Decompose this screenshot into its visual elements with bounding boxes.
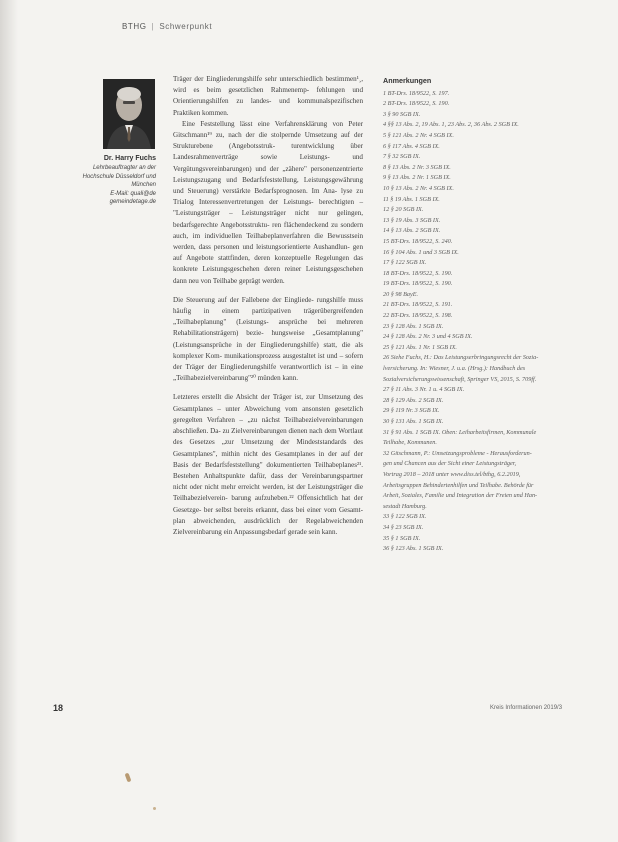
header-subsection: Schwerpunkt — [159, 22, 213, 31]
body-line: Zielvereinbarung ein Anpassungsbedarf gerade sein — [173, 527, 320, 536]
body-line: Eine Feststellung lässt eine Verfahrensklärung von — [182, 119, 344, 128]
footnote-item: 20 § 98 BayE. — [383, 290, 419, 298]
footnote-item: 19 BT-Drs. 18/9522, S. 190. — [383, 280, 453, 288]
running-header — [122, 22, 212, 31]
footnote-item: 7 § 32 SGB IX. — [383, 153, 421, 161]
footnote-item: 33 § 122 SGB IX. — [383, 513, 427, 521]
body-line: werden, ist der Leistungsträger die Teilhabezielverein- — [173, 483, 363, 503]
page-number: 18 — [53, 703, 64, 713]
footnote-item: 36 § 123 Abs. 1 SGB IX. — [383, 545, 444, 553]
footnote-item: 13 § 19 Abs. 3 SGB IX. — [383, 216, 441, 224]
body-paragraph — [173, 392, 363, 538]
body-line: zu Zielvereinbarungen dienen nach dem Wortlaut des — [173, 427, 364, 447]
body-line: Leistungs- und Vergütungsvereinbarungen) und der — [173, 153, 363, 173]
body-line: Teilhabeplanes²¹. Bestehen Anhaltspunkte dafür, dass — [173, 460, 363, 480]
author-portrait-image — [103, 79, 155, 149]
body-line: kann. — [282, 374, 298, 383]
article-body-column — [173, 74, 363, 538]
footnote-item: Vortrag 2018 – 2018 unter www.diss.tel/bthg, 6.2.2019, — [383, 470, 521, 478]
footnote-item: 35 § 1 SGB IX. — [383, 534, 421, 542]
footnote-item: 2 BT-Drs. 18/9522, S. 190. — [383, 100, 450, 108]
author-email-line: E-Mail: quali@de — [110, 190, 156, 197]
footnote-item: 32 Gitschmann, P.: Umsetzungsprobleme - Herausforderun- — [383, 449, 532, 457]
footnotes-list — [383, 89, 583, 555]
body-line: ren flächendeckend zu sondern auch, im individuellen — [173, 220, 363, 240]
author-affiliation-line: München — [131, 182, 156, 189]
body-line: reiner Leistungsgeschehen dann neu von Teilhabe geprägt werden. — [173, 265, 363, 285]
body-line: ist – in eine „Teilhabezielvereinbarung"²⁰ münden — [173, 363, 364, 383]
footnote-item: 30 § 131 Abs. 1 SGB IX. — [383, 418, 444, 425]
body-line: rungshilfe muss häufig in einem partizipativen — [173, 295, 363, 316]
page-edge-shadow — [0, 0, 18, 842]
footnote-item: 22 BT-Drs. 18/9522, S. 198. — [383, 312, 453, 320]
body-line: Gesamtplanes", mithin nicht des Gesamtplanes in der — [173, 449, 338, 458]
footnote-item: 9 § 13 Abs. 2 Nr. 1 SGB IX. — [383, 174, 451, 182]
body-line: der Eingliederungshilfe) statt, die als komplexer Kom- — [173, 340, 363, 360]
header-divider: | — [151, 22, 155, 31]
footnote-item: sestadt Hamburg. — [383, 502, 427, 510]
footnote-item: 15 BT-Drs. 18/9522, S. 240. — [383, 237, 453, 245]
body-paragraph — [173, 119, 363, 287]
author-affiliation-line: Hochschule Düsseldorf und — [82, 173, 156, 180]
footnote-item: 31 § 91 Abs. 1 SGB IX. Oben: Leiharbeitsfirmen, Kommunale — [383, 428, 537, 436]
footnote-item: 25 § 121 Abs. 1 Nr. 1 SGB IX. — [383, 343, 457, 351]
body-line: Steuerung) verstärkte Bedarfsprognosen. Im Ana- — [187, 187, 338, 196]
footnote-item: 12 § 20 SGB IX. — [383, 206, 424, 214]
footnote-item: 18 BT-Drs. 18/9522, S. 190. — [383, 269, 453, 277]
header-section: BTHG — [122, 22, 147, 31]
footnote-item: 1 BT-Drs. 18/9522, S. 197. — [383, 89, 450, 97]
body-line: ber selbst bereits erkannt, dass bei einer vom Gesamt- — [203, 505, 363, 514]
footnote-item: 14 § 13 Abs. 2 SGB IX. — [383, 227, 441, 235]
footnotes-column — [383, 76, 583, 555]
footnote-item: 4 §§ 13 Abs. 2, 19 Abs. 1, 23 Abs. 2, 36 Abs. 2 SGB IX. — [383, 121, 519, 129]
body-line: Träger der Eingliederungshilfe sehr unterschiedlich — [173, 75, 323, 83]
author-caption — [58, 155, 156, 206]
body-line: kommunalspezifischen Praktiken kommen. — [173, 97, 363, 117]
body-line: der Vereinbarungspartner nicht oder nicht mehr erreicht — [173, 471, 363, 492]
body-line: fehlungen und Orientierungshilfen zu landes- und — [173, 86, 363, 106]
author-photo — [103, 79, 155, 149]
body-line: gen auf Angebote stattfinden, deren konzeptuelle — [173, 243, 363, 263]
footnote-item: 16 § 104 Abs. 1 und 3 SGB IX. — [383, 248, 459, 256]
body-line: hungsweise „Gesamtplanung" (Leistungsansprüche in — [173, 329, 363, 349]
body-line: Umsetzung des Gesamtplanes – unter Abweichung — [173, 393, 364, 413]
publication-footer: Kreis Informationen 2019/3 — [490, 705, 563, 711]
body-line: vom ansonsten gesetzlich geregelten Verfahren – „zu — [173, 404, 363, 424]
body-line: Die Steuerung auf der Fallebene der Eingliede- — [173, 295, 314, 304]
footnotes-heading: Anmerkungen — [383, 76, 432, 85]
author-affiliation-line: Lehrbeauftragter an der — [92, 165, 156, 172]
body-line: „zähere" personenzentrierte Leistungszugang — [173, 164, 363, 184]
body-line: barung aufzuheben.²² Offensichtlich hat der Gesetzge- — [173, 494, 363, 514]
body-line: Gesetzes „zur Umsetzung der Mindeststandards des — [189, 438, 363, 447]
body-line: Letzteres erstellt die Absicht der Träger ist, zur — [173, 393, 316, 402]
body-line: auf der Basis der Bedarfsfeststellung" dokumentierten — [173, 449, 363, 469]
footnote-item: Teilhabe, Kommunen. — [383, 439, 437, 447]
footnote-item: 17 § 122 SGB IX. — [383, 259, 427, 267]
footnote-item: 26 Siehe Fuchs, H.: Das Leistungserbringungsrecht der Sozia- — [383, 354, 539, 362]
footnote-item: Sozialversicherungswissenschaft, Springer VS, 2015, S. 709ff. — [383, 375, 537, 383]
body-line: Umsetzung auf der Strukturebene (Angebotsstruk- — [173, 131, 363, 151]
body-line: der Träger der Eingliederungshilfe verantwortlich — [173, 363, 322, 372]
body-line: lyse zu Trialog Interessenvertretungen der Leistungs- — [173, 187, 363, 207]
body-line: turentwicklung über Landesrahmenverträge sowie — [173, 142, 363, 162]
body-line: munikationsprozess ausgestaltet ist und – sofern — [224, 351, 363, 360]
footnote-item: 23 § 128 Abs. 1 SGB IX. — [383, 322, 444, 330]
footnote-item: 29 § 119 Nr. 3 SGB IX. — [383, 407, 440, 415]
body-line: nicht nur gelingen, bedarfsgerechte Angebotsstruktu- — [173, 209, 363, 229]
body-line: Regelungen das konkrete Leistungsgeschehen deren — [173, 254, 363, 274]
body-line: kann. — [321, 527, 338, 536]
footnote-item: 27 § 11 Abs. 3 Nr. 1 u. 4 SGB IX. — [383, 386, 465, 394]
footnote-item: 5 § 121 Abs. 2 Nr. 4 SGB IX. — [383, 131, 454, 139]
body-line: plan abweichenden, ausdrücklich der Regelabweichenden — [173, 516, 363, 525]
footnote-item: 3 § 90 SGB IX. — [383, 110, 421, 118]
footnote-item: 10 § 13 Abs. 2 Nr. 4 SGB IX. — [383, 184, 454, 192]
body-line: Peter Gitschmann¹⁹ zu, nach der die stolpernde — [173, 119, 363, 140]
footnote-item: gen und Chancen aus der Sicht einer Leistungsträger, — [383, 460, 517, 468]
body-paragraph — [173, 295, 363, 385]
body-paragraph — [173, 74, 363, 119]
body-line: dass personen und leistungsorientierte Aushandlun- — [198, 243, 350, 252]
footnote-item: 21 BT-Drs. 18/9522, S. 191. — [383, 301, 453, 309]
footnote-item: 11 § 19 Abs. 1 SGB IX. — [383, 195, 440, 203]
body-line: Teilhabeplanverfahren die Bewusstsein werden, — [173, 231, 363, 252]
body-line: nächst Teilhabezielvereinbarungen abschließen. Da- — [173, 415, 363, 436]
footnote-item: 28 § 129 Abs. 2 SGB IX. — [383, 396, 444, 404]
footnote-item: 8 § 13 Abs. 2 Nr. 3 SGB IX. — [383, 163, 451, 171]
body-line: trägerübergreifenden „Teilhabeplanung" (Leistungs- — [173, 307, 363, 327]
scan-smudge — [125, 773, 132, 783]
footnote-item: lversicherung. In: Wiesner, J. u.a. (Hrsg.): Handbuch des — [383, 365, 526, 373]
footnote-item: Arbeitsgruppen Behindertenhilfen und Teilhabe. Behörde für — [383, 481, 534, 489]
scan-smudge — [153, 807, 156, 810]
footnote-item: 34 § 23 SGB IX. — [383, 523, 424, 531]
author-email-line: gemeindetage.de — [109, 199, 156, 206]
footnote-item: 6 § 117 Abs. 4 SGB IX. — [383, 142, 440, 150]
body-line: ansprüche bei mehreren Rehabilitationsträgern) bezie- — [173, 318, 363, 338]
author-name: Dr. Harry Fuchs — [103, 155, 156, 162]
body-line: und Bedarfsfeststellung, Leistungsgewährung und — [173, 175, 363, 196]
footnote-item: 24 § 128 Abs. 2 Nr. 3 und 4 SGB IX. — [383, 333, 473, 341]
body-line: bestimmen¹¸, wird es beim gesetzlichen Rahmenemp- — [173, 75, 363, 95]
body-line: berechtigten – "Leistungsträger – Leistungsträger — [173, 198, 363, 218]
footnote-item: Arbeit, Soziales, Familie und Integration der Freien und Han- — [383, 492, 538, 500]
